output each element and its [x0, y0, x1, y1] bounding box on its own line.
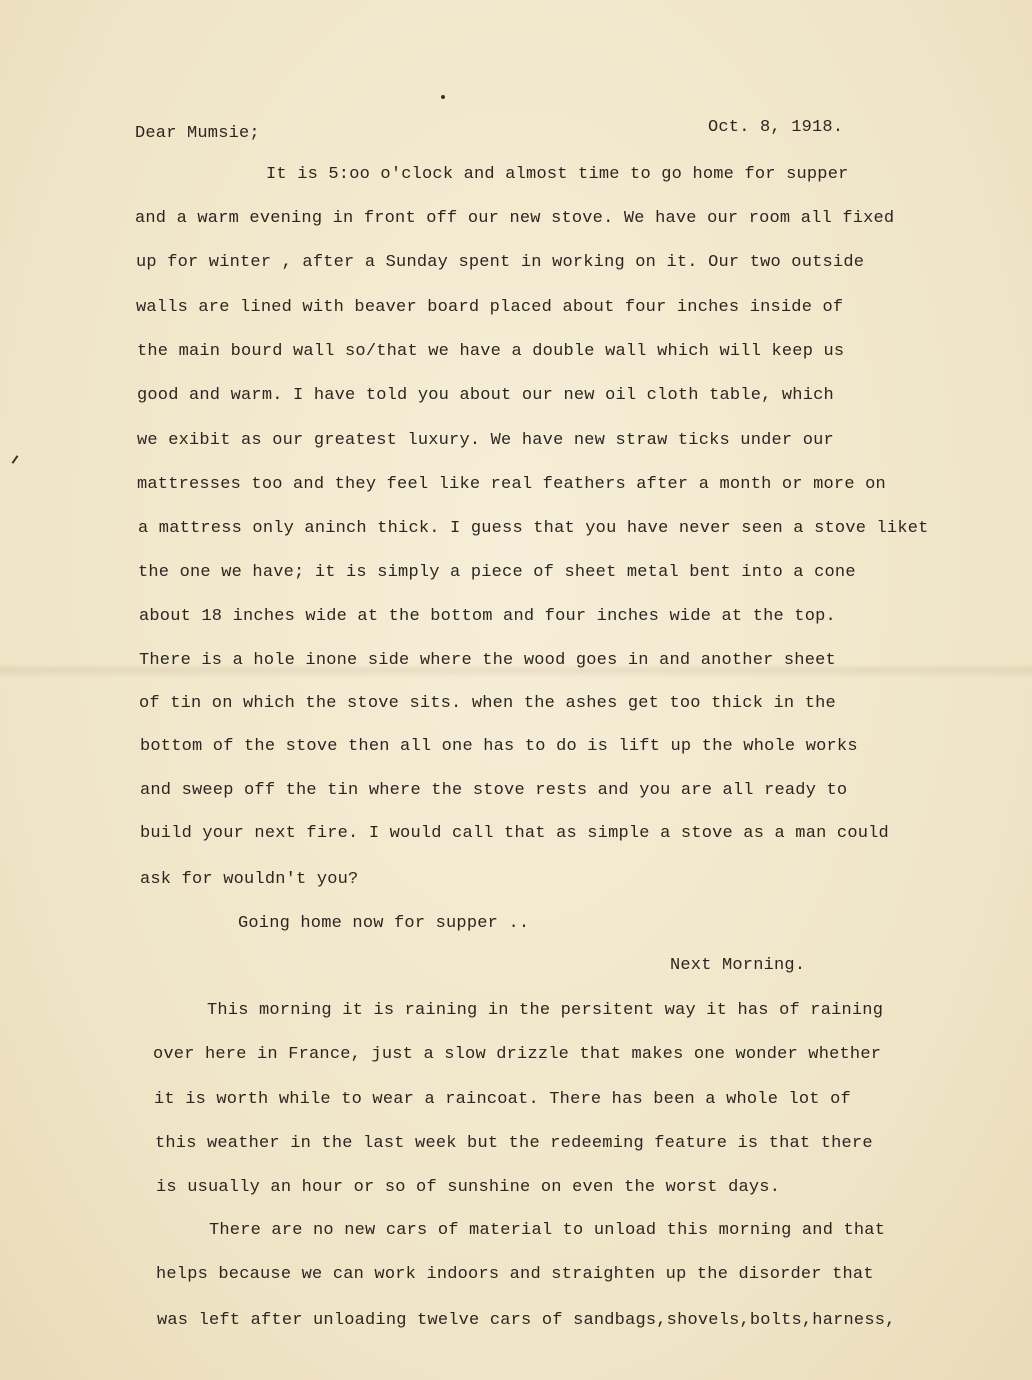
body-line: mattresses too and they feel like real feathers after a month or more on	[137, 475, 886, 494]
morning-line: this weather in the last week but the redeeming feature is that there	[155, 1134, 873, 1153]
morning-line: This morning it is raining in the persitent way it has of raining	[207, 1001, 884, 1020]
body-line: of tin on which the stove sits. when the ashes get too thick in the	[139, 694, 836, 713]
salutation: Dear Mumsie;	[135, 124, 260, 143]
ink-dot	[441, 95, 445, 99]
body-line: bottom of the stove then all one has to do is lift up the whole works	[140, 737, 858, 756]
morning-line: it is worth while to wear a raincoat. There has been a whole lot of	[154, 1090, 851, 1109]
body-line: we exibit as our greatest luxury. We have new straw ticks under our	[137, 431, 834, 450]
material-line: helps because we can work indoors and straighten up the disorder that	[156, 1265, 874, 1284]
body-line: the one we have; it is simply a piece of sheet metal bent into a cone	[138, 563, 856, 582]
morning-line: over here in France, just a slow drizzle that makes one wonder whether	[153, 1045, 882, 1064]
material-line: There are no new cars of material to unload this morning and that	[209, 1221, 886, 1240]
body-line: build your next fire. I would call that as simple a stove as a man could	[140, 824, 889, 843]
body-line: and a warm evening in front off our new stove. We have our room all fixed	[135, 209, 895, 228]
body-line: ask for wouldn't you?	[140, 870, 359, 889]
letter-date: Oct. 8, 1918.	[708, 118, 844, 137]
body-line: a mattress only aninch thick. I guess that you have never seen a stove liket	[138, 519, 929, 538]
body-line: about 18 inches wide at the bottom and four inches wide at the top.	[139, 607, 836, 626]
next-morning-heading: Next Morning.	[670, 956, 806, 975]
ink-tick	[12, 455, 19, 464]
going-home-line: Going home now for supper ..	[238, 914, 530, 933]
material-line: was left after unloading twelve cars of sandbags,shovels,bolts,harness,	[157, 1311, 896, 1330]
body-line: and sweep off the tin where the stove rests and you are all ready to	[140, 781, 848, 800]
body-line: the main bourd wall so/that we have a double wall which will keep us	[137, 342, 845, 361]
body-line: walls are lined with beaver board placed about four inches inside of	[136, 298, 844, 317]
body-line: It is 5:oo o'clock and almost time to go home for supper	[266, 165, 849, 184]
body-line: good and warm. I have told you about our new oil cloth table, which	[137, 386, 834, 405]
body-line: There is a hole inone side where the wood goes in and another sheet	[139, 651, 836, 670]
body-line: up for winter , after a Sunday spent in working on it. Our two outside	[136, 253, 865, 272]
morning-line: is usually an hour or so of sunshine on even the worst days.	[156, 1178, 781, 1197]
